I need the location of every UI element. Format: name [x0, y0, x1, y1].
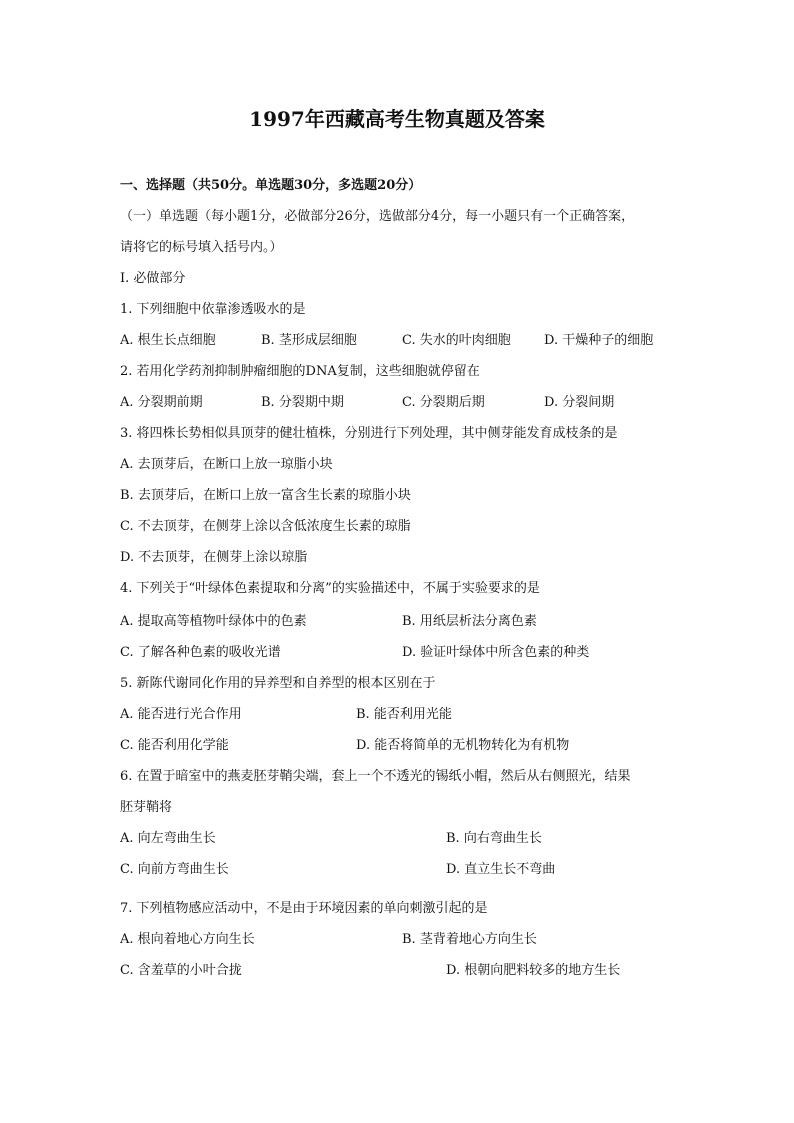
- question-1-option-a: A. 根生长点细胞: [120, 333, 216, 348]
- question-4-option-a: A. 提取高等植物叶绿体中的色素: [120, 614, 307, 629]
- question-6-option-b: B. 向右弯曲生长: [446, 831, 542, 846]
- question-7-option-c: C. 含羞草的小叶合拢: [120, 963, 242, 978]
- question-7-option-b: B. 茎背着地心方向生长: [402, 932, 537, 947]
- question-7-option-a: A. 根向着地心方向生长: [120, 932, 255, 947]
- page-title: 1997年西藏高考生物真题及答案: [249, 107, 545, 131]
- question-3-stem: 3. 将四株长势相似具顶芽的健壮植株，分别进行下列处理，其中侧芽能发育成枝条的是: [120, 426, 618, 441]
- part-label: I. 必做部分: [120, 271, 186, 286]
- question-6-stem-line2: 胚芽鞘将: [120, 800, 173, 815]
- question-6-option-a: A. 向左弯曲生长: [120, 831, 216, 846]
- question-1-option-d: D. 干燥种子的细胞: [544, 333, 654, 348]
- section-heading: 一、选择题（共50分。单选题30分，多选题20分）: [120, 178, 422, 193]
- question-1-option-c: C. 失水的叶肉细胞: [402, 333, 511, 348]
- question-2-option-b: B. 分裂期中期: [261, 395, 344, 410]
- section-instructions-line2: 请将它的标号填入括号内。）: [120, 240, 283, 255]
- question-5-option-d: D. 能否将简单的无机物转化为有机物: [356, 738, 570, 753]
- question-7-option-d: D. 根朝向肥料较多的地方生长: [446, 963, 621, 978]
- question-3-option-d: D. 不去顶芽，在侧芽上涂以琼脂: [120, 550, 308, 565]
- question-5-option-b: B. 能否利用光能: [356, 707, 452, 722]
- question-6-stem-line1: 6. 在置于暗室中的燕麦胚芽鞘尖端，套上一个不透光的锡纸小帽，然后从右侧照光，结果: [120, 769, 631, 784]
- question-1-stem: 1. 下列细胞中依靠渗透吸水的是: [120, 302, 306, 317]
- section-instructions-line1: （一）单选题（每小题1分，必做部分26分，选做部分4分，每一小题只有一个正确答案，: [120, 209, 635, 224]
- question-5-option-a: A. 能否进行光合作用: [120, 707, 242, 722]
- question-2-option-c: C. 分裂期后期: [402, 395, 485, 410]
- question-7-stem: 7. 下列植物感应活动中，不是由于环境因素的单向刺激引起的是: [120, 901, 488, 916]
- question-1-option-b: B. 茎形成层细胞: [261, 333, 357, 348]
- question-6-option-d: D. 直立生长不弯曲: [446, 862, 556, 877]
- question-2-option-d: D. 分裂间期: [544, 395, 615, 410]
- question-4-option-b: B. 用纸层析法分离色素: [402, 614, 537, 629]
- question-3-option-b: B. 去顶芽后，在断口上放一富含生长素的琼脂小块: [120, 488, 411, 503]
- question-2-option-a: A. 分裂期前期: [120, 395, 203, 410]
- question-4-option-d: D. 验证叶绿体中所含色素的种类: [402, 645, 590, 660]
- question-2-stem: 2. 若用化学药剂抑制肿瘤细胞的DNA复制，这些细胞就停留在: [120, 364, 480, 379]
- question-5-stem: 5. 新陈代谢同化作用的异养型和自养型的根本区别在于: [120, 676, 436, 691]
- question-3-option-a: A. 去顶芽后，在断口上放一琼脂小块: [120, 457, 333, 472]
- question-3-option-c: C. 不去顶芽，在侧芽上涂以含低浓度生长素的琼脂: [120, 519, 411, 534]
- question-4-option-c: C. 了解各种色素的吸收光谱: [120, 645, 281, 660]
- question-5-option-c: C. 能否利用化学能: [120, 738, 229, 753]
- question-6-option-c: C. 向前方弯曲生长: [120, 862, 229, 877]
- question-4-stem: 4. 下列关于“叶绿体色素提取和分离”的实验描述中，不属于实验要求的是: [120, 581, 540, 596]
